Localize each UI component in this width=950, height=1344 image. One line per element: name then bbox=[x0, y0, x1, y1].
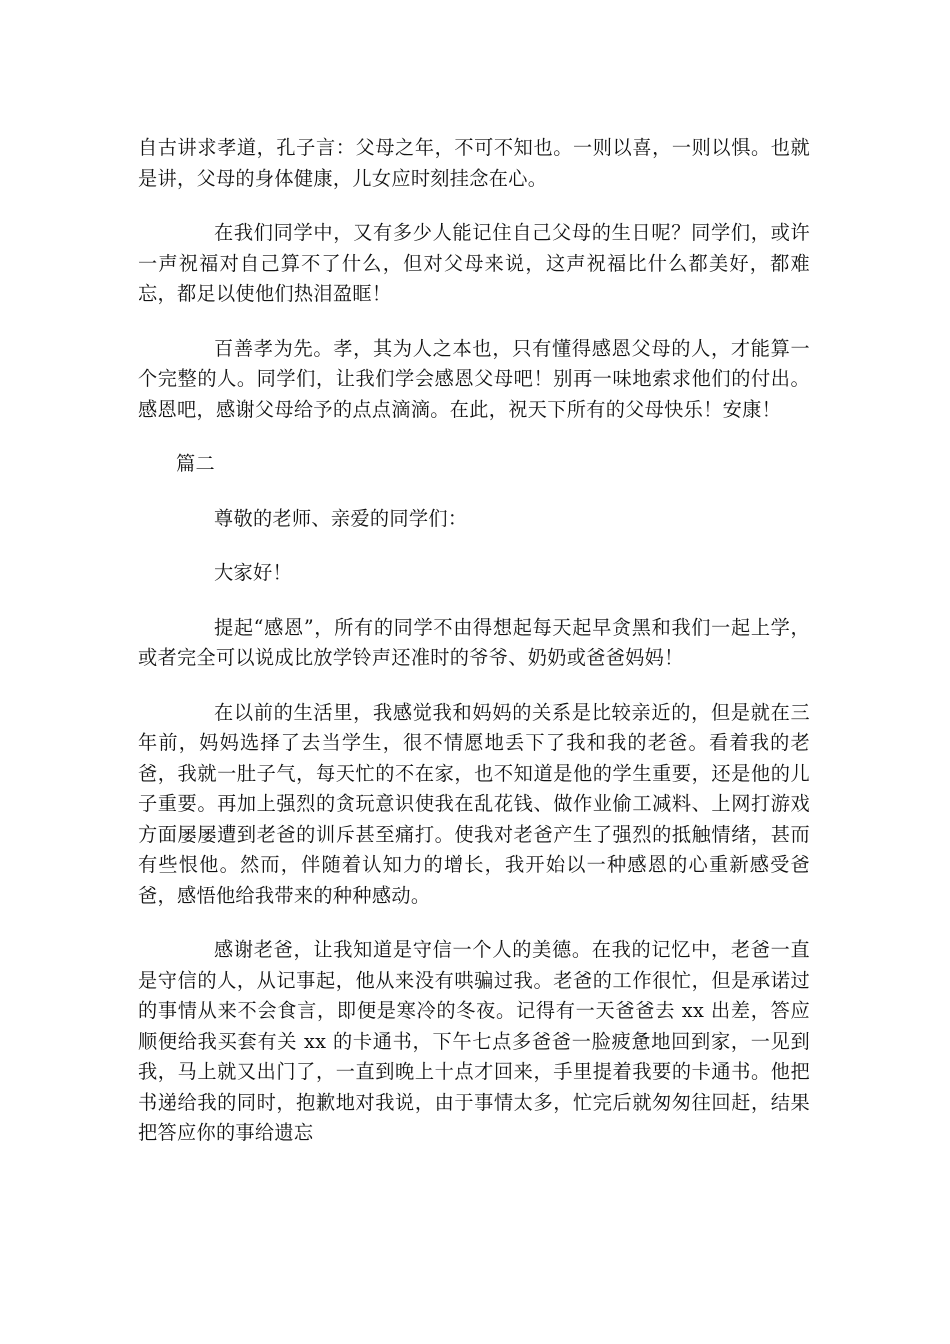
paragraph-gratitude-intro: 提起“感恩”，所有的同学不由得想起每天起早贪黑和我们一起上学，或者完全可以说成比放学铃声还准时的爷爷、奶奶或爸爸妈妈！ bbox=[138, 615, 810, 669]
paragraph-thanks-dad: 感谢老爸，让我知道是守信一个人的美德。在我的记忆中，老爸一直是守信的人，从记事起，他从来没有哄骗过我。老爸的工作很忙，但是承诺过的事情从来不会食言，即便是寒冷的冬夜。记得有一天爸爸去 xx 出差，答应顺便给我买套有关 xx 的卡通书，下午七点多爸爸一脸疲惫地回到家，一见到我，马上就又出门了，一直到晚上十点才回来，手里提着我要的卡通书。他把书递给我的同时，抱歉地对我说，由于事情太多，忙完后就匆匆往回赶，结果把答应你的事给遗忘 bbox=[138, 938, 810, 1144]
paragraph-filial-piety: 百善孝为先。孝，其为人之本也，只有懂得感恩父母的人，才能算一个完整的人。同学们，让我们学会感恩父母吧！别再一味地索求他们的付出。感恩吧，感谢父母给予的点点滴滴。在此，祝天下所有的父母快乐！安康！ bbox=[138, 336, 810, 421]
paragraph-intro: 自古讲求孝道，孔子言：父母之年，不可不知也。一则以喜，一则以惧。也就是讲，父母的身体健康，儿女应时刻挂念在心。 bbox=[138, 136, 810, 190]
section-heading: 篇二 bbox=[176, 452, 215, 475]
document-body bbox=[138, 133, 810, 1173]
paragraph-childhood: 在以前的生活里，我感觉我和妈妈的关系是比较亲近的，但是就在三年前，妈妈选择了去当学生，很不情愿地丢下了我和我的老爸。看着我的老爸，我就一肚子气，每天忙的不在家，也不知道是他的学生重要，还是他的儿子重要。再加上强烈的贪玩意识使我在乱花钱、做作业偷工减料、上网打游戏方面屡屡遭到老爸的训斥甚至痛打。使我对老爸产生了强烈的抵触情绪，甚而有些恨他。然而，伴随着认知力的增长，我开始以一种感恩的心重新感受爸爸，感悟他给我带来的种种感动。 bbox=[138, 700, 810, 907]
salutation-hello: 大家好！ bbox=[214, 561, 292, 584]
salutation-greeting: 尊敬的老师、亲爱的同学们： bbox=[214, 506, 468, 530]
paragraph-birthday: 在我们同学中，又有多少人能记住自己父母的生日呢？同学们，或许一声祝福对自己算不了什么，但对父母来说，这声祝福比什么都美好，都难忘，都足以使他们热泪盈眶！ bbox=[138, 221, 810, 305]
